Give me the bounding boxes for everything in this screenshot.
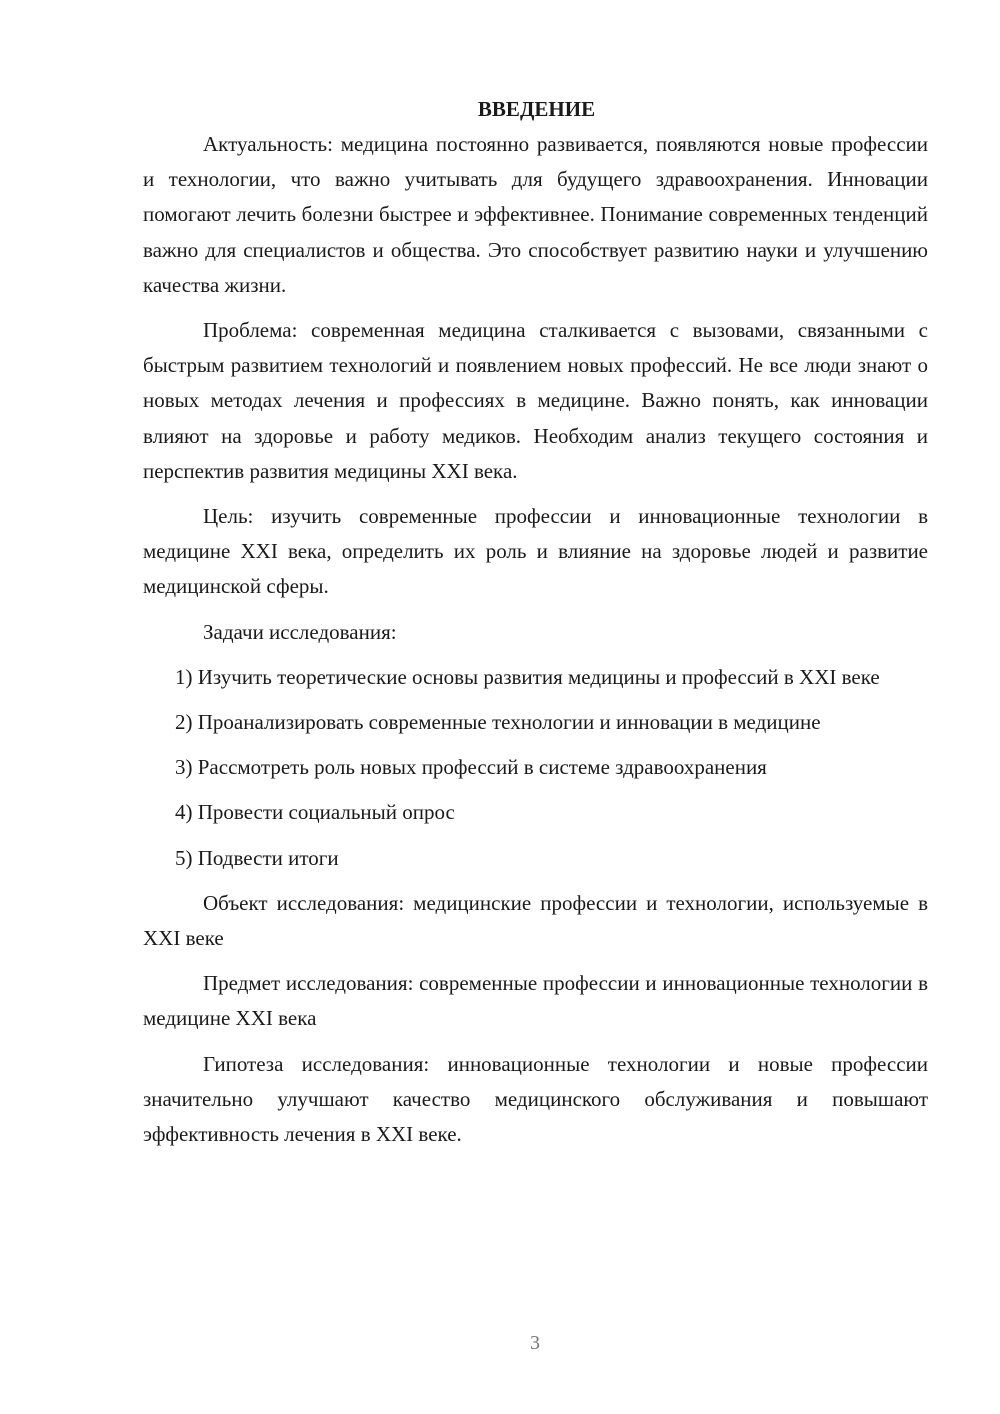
- document-page: [143, 92, 928, 1162]
- task-item: 3) Рассмотреть роль новых профессий в системе здравоохранения: [175, 755, 767, 780]
- page-number: 3: [530, 1332, 540, 1354]
- task-item: 5) Подвести итоги: [175, 845, 339, 870]
- problem-paragraph: Проблема: современная медицина сталкивается с вызовами, связанными с быстрым развитием технологий и появлением новых профессий. Не все люди знают о новых методах лечения и профессиях в медицине. Важно понять, как инновации влияют на здоровье и работу медиков. Необходим анализ текущего состояния и перспектив развития медицины XXI века.: [143, 318, 928, 483]
- tasks-heading: Задачи исследования:: [203, 619, 397, 644]
- hypothesis-paragraph: Гипотеза исследования: инновационные технологии и новые профессии значительно улучшают качество медицинского обслуживания и повышают эффективность лечения в XXI веке.: [143, 1051, 928, 1147]
- task-item: 4) Провести социальный опрос: [175, 800, 455, 825]
- object-paragraph: Объект исследования: медицинские профессии и технологии, используемые в XXI веке: [143, 890, 928, 951]
- goal-paragraph: Цель: изучить современные профессии и инновационные технологии в медицине XXI века, определить их роль и влияние на здоровье людей и развитие медицинской сферы.: [143, 504, 928, 599]
- task-item: 2) Проанализировать современные технологии и инновации в медицине: [175, 710, 821, 735]
- page-title: ВВЕДЕНИЕ: [477, 97, 596, 121]
- subject-paragraph: Предмет исследования: современные профессии и инновационные технологии в медицине XXI века: [143, 971, 928, 1031]
- relevance-paragraph: Актуальность: медицина постоянно развивается, появляются новые профессии и технологии, что важно учитывать для будущего здравоохранения. Инновации помогают лечить болезни быстрее и эффективнее. Понимание современных тенденций важно для специалистов и общества. Это способствует развитию науки и улучшению качества жизни.: [143, 132, 928, 297]
- task-item: 1) Изучить теоретические основы развития медицины и профессий в XXI веке: [175, 664, 880, 689]
